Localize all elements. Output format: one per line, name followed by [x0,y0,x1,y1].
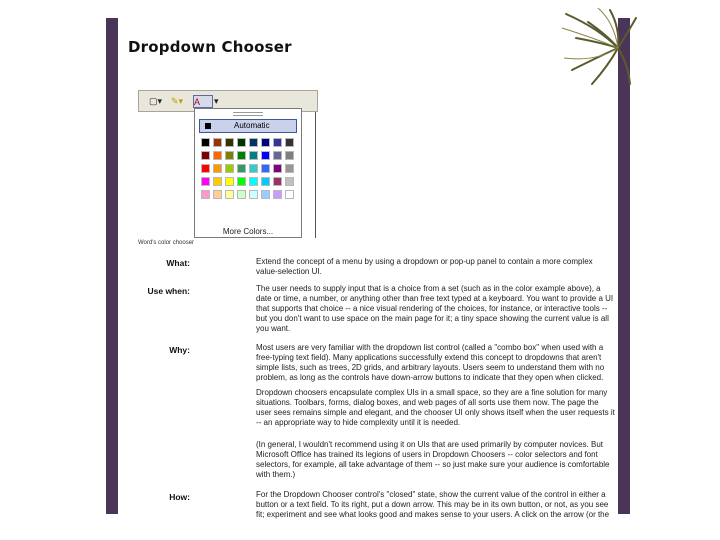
use-when-label: Use when: [147,286,190,296]
figure-caption: Word's color chooser [138,240,195,246]
color-swatch[interactable] [202,191,209,198]
screenshot-edge [315,112,316,238]
automatic-label: Automatic [234,121,270,130]
black-swatch-icon [205,123,211,129]
color-swatch[interactable] [226,191,233,198]
color-swatch[interactable] [274,191,281,198]
how-label: How: [169,492,190,502]
color-swatch[interactable] [274,152,281,159]
color-dropdown-panel [194,108,302,238]
color-swatch[interactable] [202,165,209,172]
highlight-button[interactable]: ✎▾ [171,96,184,106]
color-swatch[interactable] [262,191,269,198]
color-swatch[interactable] [286,139,293,146]
color-swatch[interactable] [238,178,245,185]
color-swatch[interactable] [250,152,257,159]
slide-content [118,18,618,519]
color-swatch[interactable] [274,178,281,185]
what-label: What: [166,258,190,268]
more-colors-option[interactable]: More Colors... [222,227,274,236]
color-swatch[interactable] [286,178,293,185]
chevron-down-icon[interactable]: ▾ [214,96,219,106]
why-text-1: Most users are very familiar with the dropdown list control (called a "combo box" when used with a free-typing text field). Many applications successfully extend this concept to dropdowns that aren't simple lists, such as trees, 2D grids, and arbitrary layouts. Users seem to understand them with no problem, as long as the controls have down-arrow buttons to indicate that they open when clicked. [256,343,605,382]
color-swatch[interactable] [250,178,257,185]
slide-title: Dropdown Chooser [128,38,292,56]
color-swatch[interactable] [238,165,245,172]
left-accent-bar [106,18,118,514]
use-when-text: The user needs to supply input that is a choice from a set (such as in the color example above), a date or time, a number, or anything other than free text typed at a keyboard. You want to provide a UI that supports that choice -- a nice visual rendering of the choices, for instance, or interactive tools -- but you don't want to use space on the main page for it; a tiny space showing the current value is all you want. [256,284,614,333]
right-accent-bar [618,18,630,514]
color-swatch[interactable] [274,139,281,146]
color-swatch[interactable] [262,165,269,172]
color-swatch[interactable] [226,152,233,159]
color-swatch[interactable] [214,191,221,198]
color-swatch[interactable] [274,165,281,172]
color-swatch[interactable] [202,152,209,159]
what-text: Extend the concept of a menu by using a dropdown or pop-up panel to contain a more complex value-selection UI. [256,257,593,276]
color-swatch[interactable] [286,165,293,172]
why-text-3: (In general, I wouldn't recommend using it on UIs that are used primarily by computer novices. But Microsoft Office has trained its legions of users in Dropdown Choosers -- color selectors and font selectors, for example, all take advantage of them -- so just make sure your audience is comfortable with them.) [256,440,610,479]
color-swatch[interactable] [238,152,245,159]
automatic-color-option[interactable] [199,119,297,133]
color-swatch[interactable] [286,191,293,198]
color-swatch[interactable] [226,178,233,185]
color-swatch[interactable] [238,191,245,198]
color-swatch[interactable] [226,165,233,172]
color-swatch[interactable] [238,139,245,146]
color-chooser-screenshot [138,90,318,238]
color-swatch[interactable] [214,165,221,172]
drag-grip-icon[interactable] [233,112,263,116]
color-swatch[interactable] [286,152,293,159]
border-button[interactable]: ▢▾ [149,96,163,106]
color-swatch[interactable] [250,165,257,172]
why-text-2: Dropdown choosers encapsulate complex UIs in a small space, so they are a fine solution for many situations. Toolbars, forms, dialog boxes, and web pages of all sorts use them now. The page the user sees remains simple and elegant, and the chooser UI only shows itself when the user requests it -- an appropriate way to hide complexity until it is needed. [256,388,615,427]
color-swatch[interactable] [202,139,209,146]
color-swatch[interactable] [262,152,269,159]
color-swatch[interactable] [202,178,209,185]
color-swatch[interactable] [262,178,269,185]
font-color-button[interactable]: A [193,95,213,108]
color-swatch[interactable] [214,152,221,159]
how-text: For the Dropdown Chooser control's "closed" state, show the current value of the control in either a button or a text field. To its right, put a down arrow. This may be in its own button, or not, as you see fit; experiment and see what looks good and makes sense to your users. A click on the arrow (or the [256,490,610,519]
color-swatch[interactable] [250,139,257,146]
color-swatch[interactable] [226,139,233,146]
color-swatch[interactable] [214,139,221,146]
color-swatch[interactable] [262,139,269,146]
why-label: Why: [169,345,190,355]
color-swatch[interactable] [250,191,257,198]
color-swatch[interactable] [214,178,221,185]
